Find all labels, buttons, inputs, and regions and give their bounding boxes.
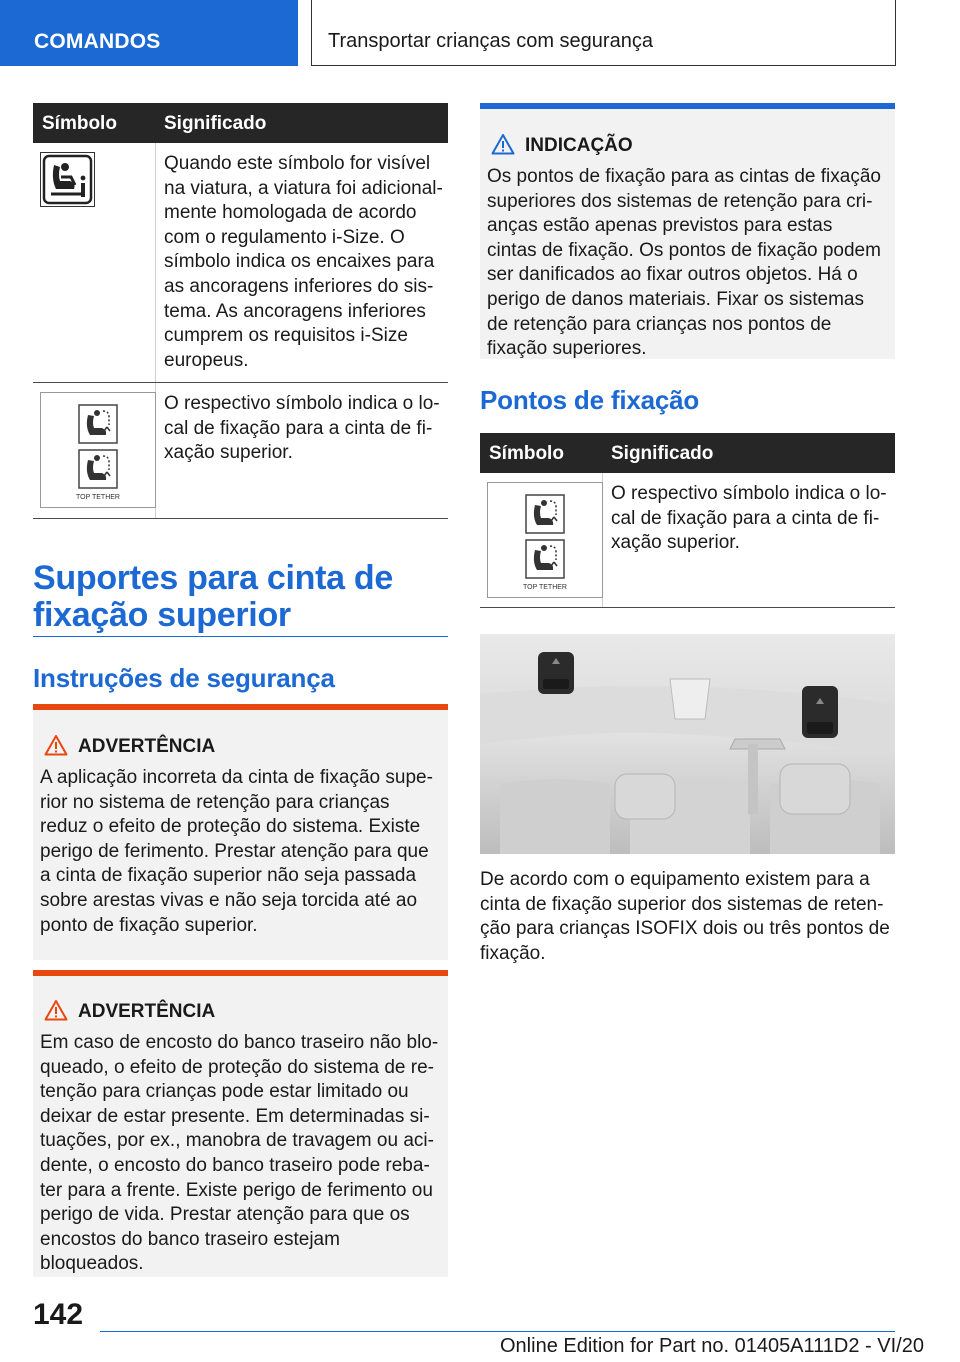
- footer-rule: [100, 1331, 895, 1332]
- top-tether-caption: TOP TETHER: [523, 584, 567, 591]
- warning-triangle-icon: [44, 999, 68, 1021]
- warning-box-2: [33, 970, 448, 1277]
- table-row: [33, 143, 448, 383]
- isize-seat-icon: [40, 152, 95, 207]
- top-tether-icon: [487, 482, 603, 598]
- notice-triangle-icon: [491, 133, 515, 155]
- page-number: 142: [33, 1298, 84, 1331]
- row-description: O respectivo símbolo indica o local de fixação para a cinta de fixação superior.: [164, 393, 440, 464]
- section-label: COMANDOS: [34, 30, 161, 53]
- warning-box-1: [33, 704, 448, 960]
- section-title: Suportes para cinta de fixação superior: [33, 559, 393, 634]
- points-title: Pontos de fixação: [480, 385, 700, 415]
- subsection-title: Instruções de segurança: [33, 663, 335, 693]
- notice-text: Os pontos de fixação para as cintas de fixação superiores dos sistemas de retenção para crianças estão apenas previstos para estas cintas de fixação. Os pontos de fixação podem ser danificados ao fixar outros objetos. Há o perigo de danos materiais. Fixar os sistemas de retenção para crianças nos pontos de fixação superiores.: [487, 166, 881, 360]
- col-symbol-header: Símbolo: [42, 113, 117, 134]
- chapter-header: [311, 0, 896, 66]
- symbol-table-1: [33, 103, 448, 519]
- table-row: [33, 383, 448, 519]
- warning-text: A aplicação incorreta da cinta de fixação superior no sistema de retenção para crianças reduz o efeito de proteção do sistema. Existe perigo de ferimento. Prestar atenção para que a cinta de fixação superior não seja passada sobre arestas vivas e não seja torcida até ao ponto de fixação superior.: [40, 767, 433, 936]
- top-tether-caption: TOP TETHER: [76, 494, 120, 501]
- row-description: Quando este símbolo for visível na viatura, a viatura foi adicionalmente homologada de acordo com o regulamento i-Size. O símbolo indica os encaixes para as ancoragens inferiores do sistema. As ancoragens inferiores cumprem os requisitos i-Size europeus.: [164, 153, 443, 371]
- table-row: [480, 473, 895, 608]
- warning-label: ADVERTÊNCIA: [78, 1001, 216, 1022]
- top-tether-icon: [40, 392, 156, 508]
- warning-triangle-icon: [44, 734, 68, 756]
- footer-edition: Online Edition for Part no. 01405A111D2 - VI/20: [500, 1335, 924, 1357]
- rear-seat-tether-points-image: [480, 634, 895, 854]
- row-description: O respectivo símbolo indica o local de fixação para a cinta de fixação superior.: [611, 483, 887, 554]
- warning-text: Em caso de encosto do banco traseiro não bloqueado, o efeito de proteção do sistema de retenção para crianças pode estar limitado ou deixar de estar presente. Em determinadas situações, por ex., manobra de travagem ou acidente, o encosto do banco traseiro pode rebater para a frente. Existe perigo de ferimento ou perigo de vida. Prestar atenção para que os encostos do banco traseiro estejam bloqueados.: [40, 1032, 439, 1275]
- chapter-title: Transportar crianças com segurança: [328, 30, 653, 52]
- col-symbol-header: Símbolo: [489, 443, 564, 464]
- section-rule: [33, 636, 448, 637]
- table-header: [480, 433, 895, 473]
- notice-label: INDICAÇÃO: [525, 135, 633, 156]
- points-paragraph: De acordo com o equipamento existem para a cinta de fixação superior dos sistemas de retenção para crianças ISOFIX dois ou três pontos de fixação.: [480, 869, 890, 964]
- col-meaning-header: Significado: [611, 443, 714, 464]
- col-meaning-header: Significado: [164, 113, 267, 134]
- warning-label: ADVERTÊNCIA: [78, 736, 216, 757]
- section-tab: [0, 0, 298, 66]
- table-header: [33, 103, 448, 143]
- symbol-table-2: [480, 433, 895, 608]
- notice-box: [480, 103, 895, 359]
